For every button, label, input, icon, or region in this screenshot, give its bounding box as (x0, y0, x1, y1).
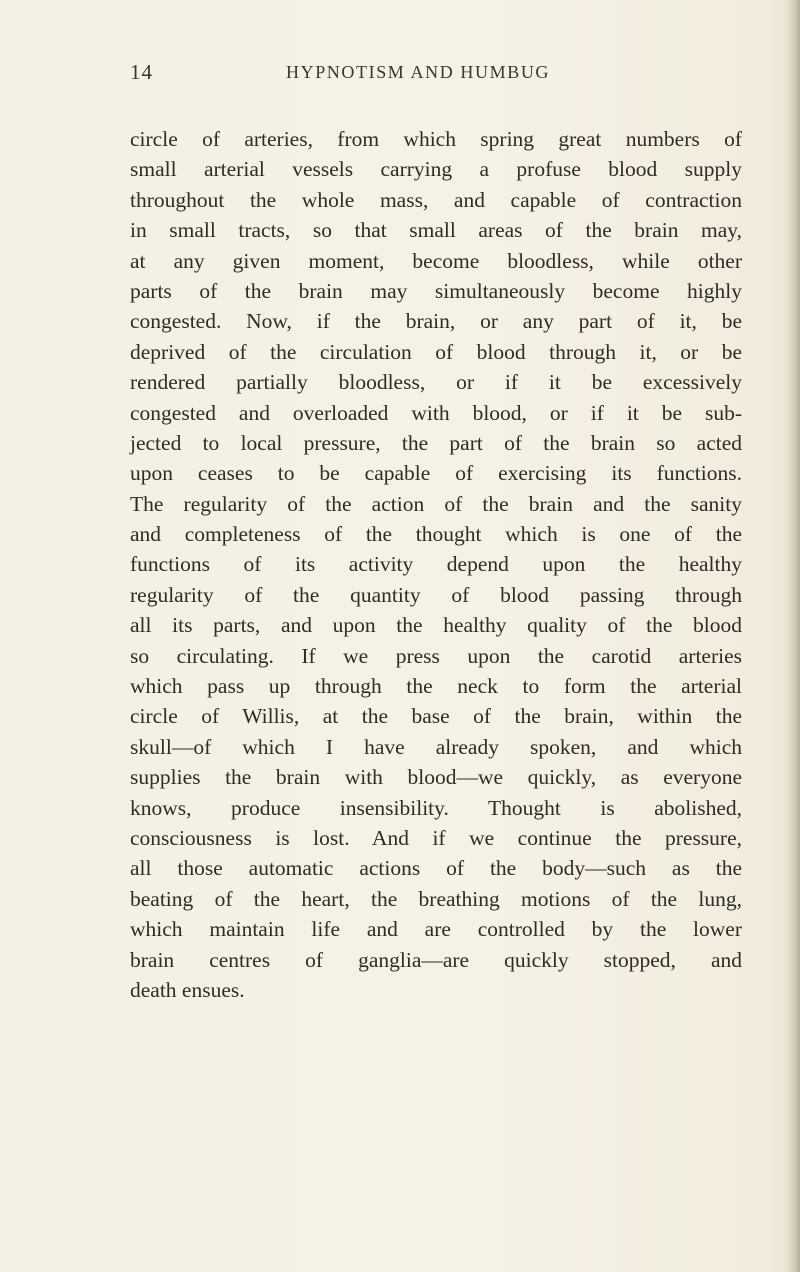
text-line: upon ceases to be capable of exercising its functions. (130, 461, 742, 486)
text-line: skull—of which I have already spoken, and which (130, 734, 742, 759)
text-line: at any given moment, become bloodless, while other (130, 248, 742, 273)
text-line: so circulating. If we press upon the carotid arteries (130, 643, 742, 668)
text-line: supplies the brain with blood—we quickly, as everyone (130, 765, 742, 790)
text-line: consciousness is lost. And if we continue the pressure, (130, 825, 742, 850)
text-line: regularity of the quantity of blood passing through (130, 582, 742, 607)
text-line: throughout the whole mass, and capable of contraction (130, 187, 742, 212)
text-line: all those automatic actions of the body—such as the (130, 856, 742, 881)
text-line: and completeness of the thought which is one of the (130, 522, 742, 547)
text-line: brain centres of ganglia—are quickly stopped, and (130, 947, 742, 972)
text-line: circle of arteries, from which spring great numbers of (130, 127, 742, 151)
text-line: congested and overloaded with blood, or if it be sub- (130, 400, 742, 425)
body-paragraph (130, 124, 742, 1005)
page-number: 14 (130, 60, 153, 84)
text-line: The regularity of the action of the brain and the sanity (130, 491, 742, 516)
text-line: rendered partially bloodless, or if it be excessively (130, 370, 742, 395)
text-line: beating of the heart, the breathing motions of the lung, (130, 886, 742, 911)
text-line: in small tracts, so that small areas of the brain may, (130, 218, 742, 243)
running-title: HYPNOTISM AND HUMBUG (286, 62, 551, 82)
text-line: all its parts, and upon the healthy quality of the blood (130, 613, 742, 638)
text-line: functions of its activity depend upon the healthy (130, 552, 742, 577)
page-edge-shadow (786, 0, 800, 1272)
text-line: knows, produce insensibility. Thought is abolished, (130, 795, 742, 820)
text-line: congested. Now, if the brain, or any part of it, be (130, 309, 742, 334)
text-line: circle of Willis, at the base of the brain, within the (130, 704, 742, 729)
running-head (130, 60, 740, 90)
text-line: death ensues. (130, 977, 245, 1002)
text-line: parts of the brain may simultaneously become highly (130, 278, 742, 303)
text-line: deprived of the circulation of blood through it, or be (130, 339, 742, 364)
text-line: jected to local pressure, the part of the brain so acted (130, 430, 742, 455)
text-line: which maintain life and are controlled by the lower (130, 917, 742, 942)
text-line: which pass up through the neck to form the arterial (130, 674, 742, 699)
text-line: small arterial vessels carrying a profuse blood supply (130, 157, 742, 182)
